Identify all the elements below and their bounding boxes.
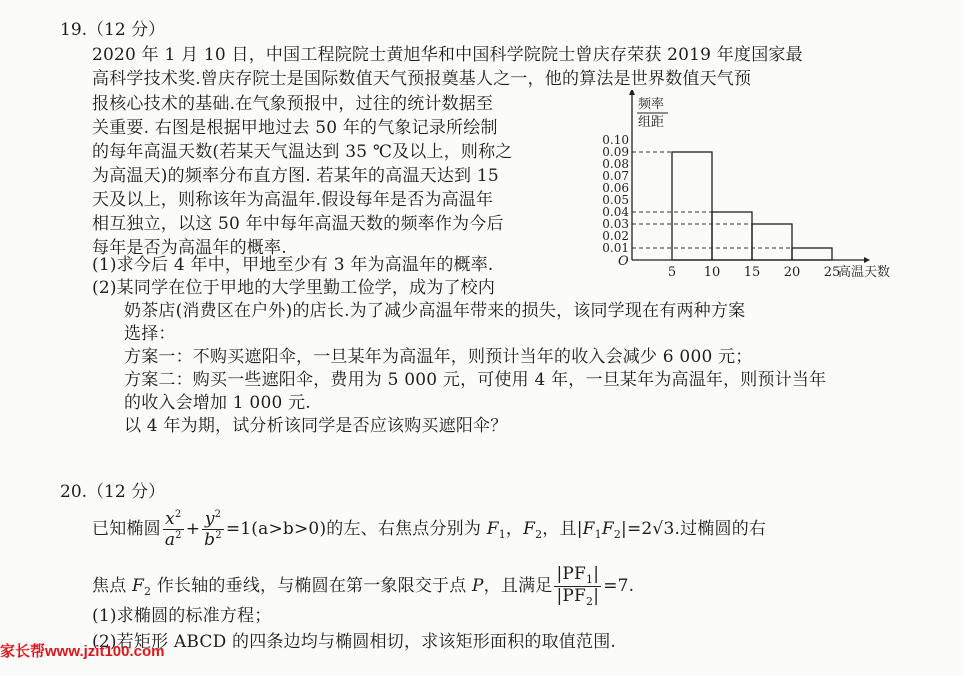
q19-sub-1: (1)求今后 4 年中，甲地至少有 3 年为高温年的概率.	[92, 255, 494, 275]
frequency-histogram	[590, 90, 920, 290]
q20-line1-prefix: 已知椭圆	[92, 519, 161, 539]
q20-text-b: |=2	[621, 519, 653, 539]
q20-line-1	[92, 510, 766, 549]
y-tick-label-9: 0.01	[602, 241, 629, 255]
sqrt-three: √3	[652, 519, 675, 539]
f1f2-f2-sub: 2	[613, 528, 622, 541]
q19-sub-2: (2)某同学在位于甲地的大学里勤工俭学，成为了校内	[92, 278, 496, 298]
pf1-sub: 1	[586, 573, 594, 586]
x-exponent: 2	[174, 509, 182, 520]
q19-number: 19.（12 分）	[60, 20, 166, 40]
x-axis-arrow	[864, 257, 870, 263]
bar-1	[712, 212, 752, 260]
pf-ratio-fraction	[554, 566, 601, 607]
y-tick-label-4: 0.06	[602, 181, 629, 195]
watermark: 家长帮www.jzit100.com	[0, 643, 165, 660]
bar-0	[672, 152, 712, 260]
x-tick-label-1: 10	[703, 265, 721, 280]
ellipse-condition: =1(a>b>0)的左、右焦点分别为	[225, 519, 487, 539]
q19-line-8: 相互独立，以这 50 年中每年高温天数的频率作为今后	[92, 214, 504, 234]
q19-line-3: 报核心技术的基础.在气象预报中，过往的统计数据至	[92, 94, 494, 114]
f1f2-f1-letter: F	[582, 519, 595, 539]
a-symbol: a	[164, 530, 176, 550]
q19-line-16: 的收入会增加 1 000 元.	[124, 393, 311, 413]
q20-line2-a: 焦点	[92, 576, 133, 596]
y-axis-label-bottom: 组距	[638, 115, 665, 130]
line2-f2-sub: 2	[144, 585, 152, 598]
y-tick-label-7: 0.03	[602, 217, 629, 231]
q20-line2-c: ，且满足	[483, 576, 553, 596]
q19-line-2: 高科学技术奖.曾庆存院士是国际数值天气预报奠基人之一，他的算法是世界数值天气预	[92, 69, 752, 89]
pf2-sub: 2	[586, 595, 594, 608]
y-exponent: 2	[214, 509, 222, 520]
x-axis-label: 高温天数	[838, 265, 891, 280]
plus-sign: +	[185, 519, 201, 539]
x-tick-label-4: 25	[823, 265, 841, 280]
y-axis-label-top: 频率	[638, 97, 665, 112]
bar-3	[792, 248, 832, 260]
comma: ，	[505, 519, 524, 539]
q19-line-7: 天及以上，则称该年为高温年.假设每年是否为高温年	[92, 190, 494, 210]
q20-line2-b: 作长轴的垂线，与椭圆在第一象限交于点	[151, 576, 473, 596]
b-symbol: b	[204, 530, 216, 550]
q19-plan-1: 方案一：不购买遮阳伞，一旦某年为高温年，则预计当年的收入会减少 6 000 元；	[124, 347, 753, 367]
q19-line-4: 关重要. 右图是根据甲地过去 50 年的气象记录所绘制	[92, 118, 498, 138]
q19-line-17: 以 4 年为期，试分析该同学是否应该购买遮阳伞？	[124, 416, 508, 436]
focus-f2-sub: 2	[535, 528, 543, 541]
q19-line-9: 每年是否为高温年的概率.	[92, 238, 287, 258]
q20-sub-1: (1)求椭圆的标准方程；	[92, 606, 272, 626]
bar-2	[752, 224, 792, 260]
q19-line-13: 选择：	[124, 324, 176, 344]
y-tick-label-3: 0.07	[602, 169, 629, 183]
q19-line-6: 为高温天)的频率分布直方图. 若某年的高温天达到 15	[92, 166, 499, 186]
y-over-b-fraction	[202, 510, 224, 549]
pf2-bar: |	[593, 586, 600, 606]
x-over-a-fraction	[163, 510, 184, 549]
x-symbol: x	[165, 509, 175, 529]
q20-line2-d: =7.	[603, 576, 635, 596]
q19-line-5: 的每年高温天数(若某天气温达到 35 ℃及以上，则称之	[92, 142, 513, 162]
f1f2-f2-letter: F	[601, 519, 614, 539]
a-exponent: 2	[175, 530, 182, 541]
y-tick-label-2: 0.08	[602, 157, 629, 171]
origin-label: O	[618, 254, 629, 269]
y-symbol: y	[204, 509, 215, 529]
pf2-text: |PF	[556, 586, 587, 606]
q19-line-12: 奶茶店(消费区在户外)的店长.为了减少高温年带来的损失，该同学现在有两种方案	[124, 301, 746, 321]
q19-line-1: 2020 年 1 月 10 日，中国工程院院士黄旭华和中国科学院院士曾庆存荣获 2019 年度国家最	[92, 45, 803, 65]
x-tick-label-3: 20	[783, 265, 801, 280]
point-p: P	[472, 576, 484, 596]
b-exponent: 2	[215, 530, 222, 541]
pf1-text: |PF	[556, 564, 587, 584]
y-axis-arrow	[629, 90, 635, 95]
q20-number: 20.（12 分）	[60, 482, 166, 502]
x-tick-label-2: 15	[743, 265, 761, 280]
focus-f1-sub: 1	[498, 528, 506, 541]
y-tick-label-0: 0.10	[602, 133, 629, 147]
pf1-bar: |	[593, 564, 600, 584]
focus-f1-letter: F	[486, 519, 499, 539]
focus-f2-letter: F	[523, 519, 536, 539]
q20-text-c: .过椭圆的右	[674, 519, 767, 539]
q20-text-a: ，且|	[542, 519, 583, 539]
y-tick-label-1: 0.09	[602, 145, 629, 159]
q20-sub-2: (2)若矩形 ABCD 的四条边均与椭圆相切，求该矩形面积的取值范围.	[92, 632, 617, 652]
y-tick-label-8: 0.02	[602, 229, 629, 243]
line2-f2-letter: F	[132, 576, 145, 596]
x-tick-label-0: 5	[667, 265, 677, 280]
f1f2-f1-sub: 1	[594, 528, 602, 541]
q19-plan-2: 方案二：购买一些遮阳伞，费用为 5 000 元，可使用 4 年，一旦某年为高温年，则预计当年	[124, 370, 827, 390]
y-tick-label-6: 0.04	[602, 205, 629, 219]
q20-line-2	[92, 566, 634, 607]
y-tick-label-5: 0.05	[602, 193, 629, 207]
